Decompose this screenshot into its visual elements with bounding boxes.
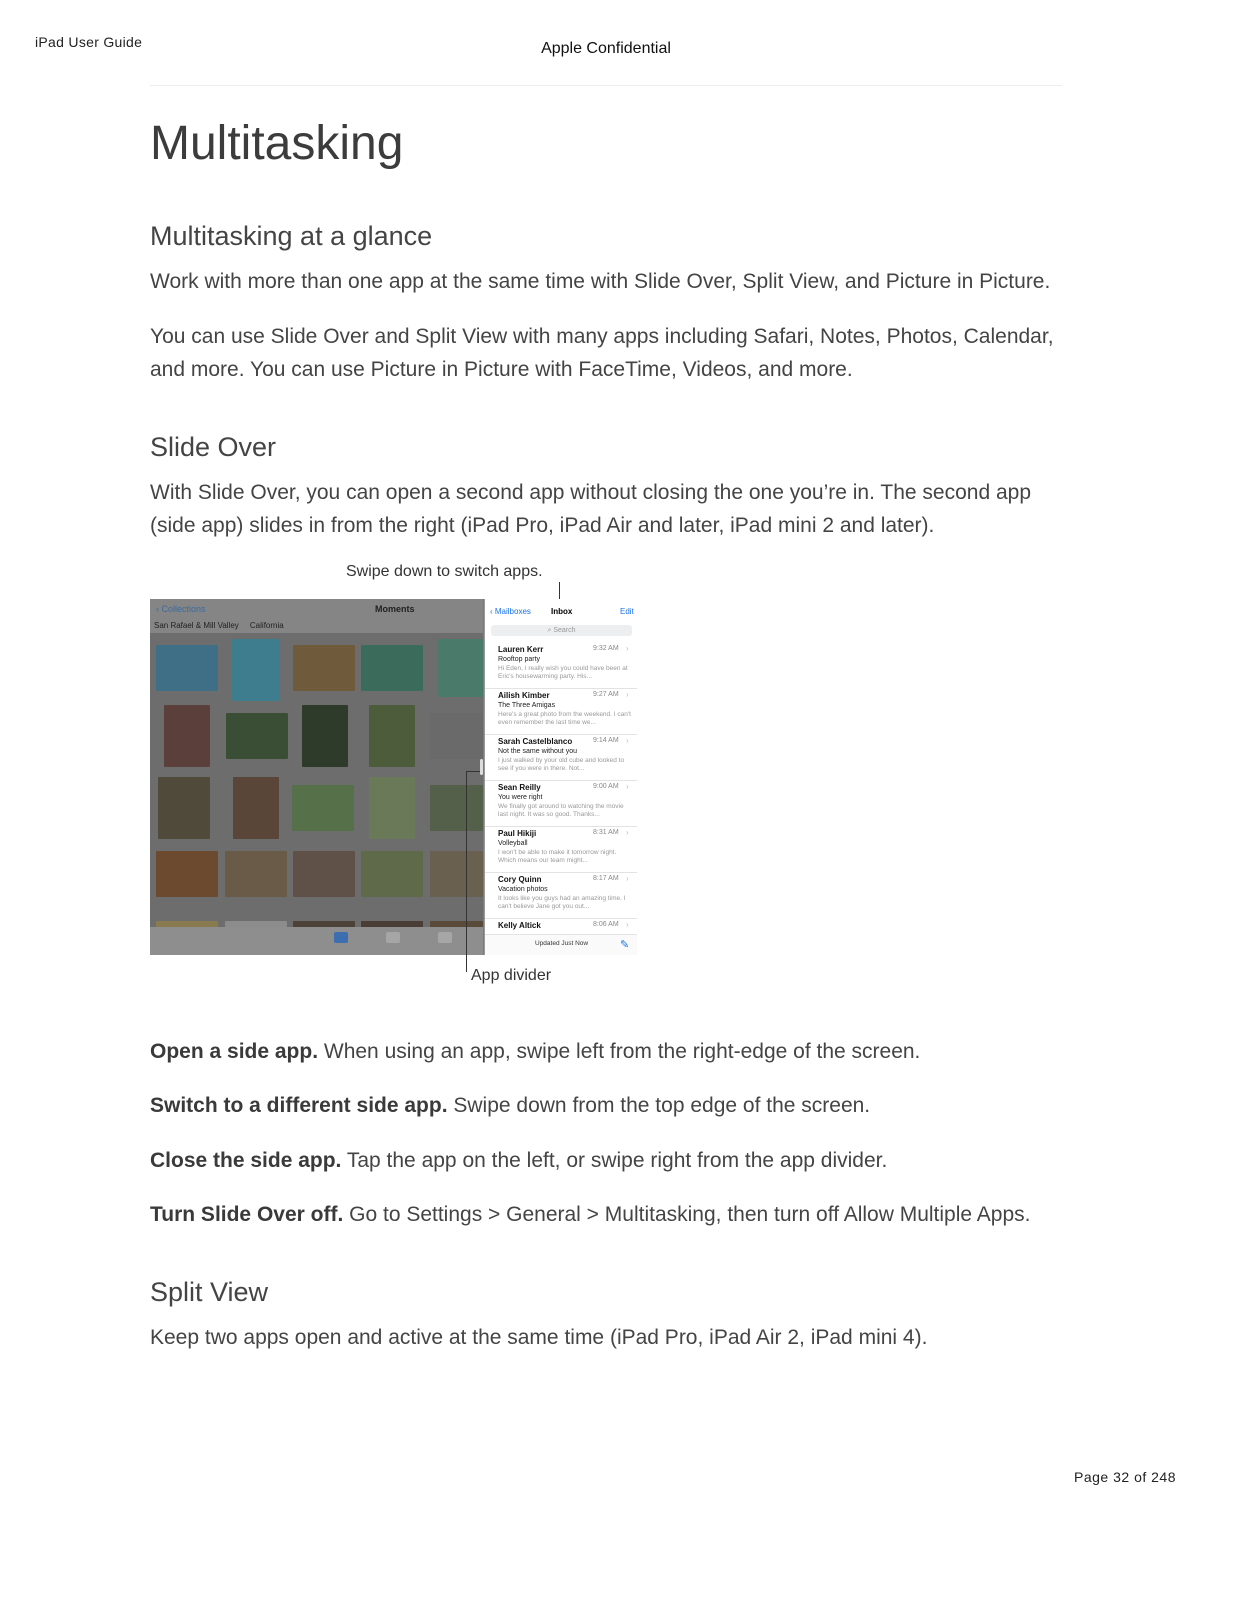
message-subject: Not the same without you xyxy=(498,747,577,755)
photo-thumbnail xyxy=(293,851,355,897)
slide-over-paragraph: With Slide Over, you can open a second app without closing the one you’re in. The second app (side app) slides in from the right (iPad Pro, iPad Air and later, iPad mini 2 and later). xyxy=(150,480,1032,537)
glance-paragraph-1: Work with more than one app at the same time with Slide Over, Split View, and Picture in Picture. xyxy=(150,270,1051,293)
callout-tick-divider xyxy=(466,771,480,772)
photos-location: San Rafael & Mill Valley California xyxy=(154,620,284,630)
chevron-right-icon: › xyxy=(626,873,629,883)
mail-list-item[interactable] xyxy=(485,873,637,919)
message-subject: You were right xyxy=(498,793,543,801)
step-open-side-app: Open a side app. When using an app, swipe left from the right-edge of the screen. xyxy=(150,1039,921,1063)
section-heading-split-view: Split View xyxy=(150,1276,269,1307)
glance-paragraph-2: You can use Slide Over and Split View with many apps including Safari, Notes, Photos, Calendar, and more. You can use Picture in Picture with FaceTime, Videos, and more. xyxy=(150,324,1054,381)
mail-list-item[interactable] xyxy=(485,781,637,827)
albums-tab-icon xyxy=(438,932,452,943)
message-time: 9:14 AM xyxy=(593,736,619,744)
chevron-right-icon: › xyxy=(626,689,629,699)
mailboxes-back-button[interactable]: ‹ Mailboxes xyxy=(490,606,531,616)
message-preview: We finally got around to watching the movie last night. It was so good. Thanks... xyxy=(498,802,624,818)
slide-over-figure xyxy=(150,563,650,993)
message-subject: Vacation photos xyxy=(498,885,548,893)
callout-app-divider: App divider xyxy=(471,966,552,984)
chevron-right-icon: › xyxy=(626,735,629,745)
message-subject: The Three Amigas xyxy=(498,701,556,709)
message-time: 8:17 AM xyxy=(593,874,619,882)
photos-title: Moments xyxy=(375,603,415,614)
photo-thumbnail xyxy=(438,639,483,697)
photo-thumbnail xyxy=(292,785,354,831)
message-preview: I just walked by your old cube and looked to see if you were in there. Not... xyxy=(498,756,625,772)
chevron-right-icon: › xyxy=(626,781,629,791)
mail-toolbar xyxy=(485,934,637,955)
photos-back-button: ‹ Collections xyxy=(156,603,206,614)
memories-tab-icon xyxy=(386,932,400,943)
photo-thumbnail xyxy=(164,705,210,767)
section-heading-slide-over: Slide Over xyxy=(150,431,277,462)
photos-app-pane xyxy=(150,599,483,955)
mail-app-pane xyxy=(484,599,637,955)
photo-thumbnail xyxy=(293,645,355,691)
message-preview: It looks like you guys had an amazing time. I can't believe Jane got you out... xyxy=(498,894,626,910)
page-title: Multitasking xyxy=(150,117,404,170)
sender-name: Ailish Kimber xyxy=(498,690,550,700)
split-view-paragraph: Keep two apps open and active at the same time (iPad Pro, iPad Air 2, iPad mini 4). xyxy=(150,1325,928,1349)
message-time: 8:31 AM xyxy=(593,828,619,836)
step-turn-off-slide-over: Turn Slide Over off. Go to Settings > General > Multitasking, then turn off Allow Multiple Apps. xyxy=(150,1203,1031,1226)
ipad-screenshot xyxy=(150,599,637,955)
photos-tab-icon xyxy=(334,932,348,943)
photo-thumbnail xyxy=(233,777,279,839)
photo-thumbnail xyxy=(369,705,415,767)
photo-thumbnail xyxy=(430,785,483,831)
sender-name: Kelly Altick xyxy=(498,920,541,930)
message-subject: Volleyball xyxy=(498,839,528,847)
mail-list-item[interactable] xyxy=(485,735,637,781)
inbox-title: Inbox xyxy=(551,606,573,616)
sender-name: Lauren Kerr xyxy=(498,644,544,654)
mail-list-item[interactable] xyxy=(485,689,637,735)
message-preview: Hi Eden, I really wish you could have been at Eric's housewarming party. His... xyxy=(498,664,628,680)
chevron-right-icon: › xyxy=(626,827,629,837)
photos-tab-bar xyxy=(150,927,483,955)
photo-thumbnail xyxy=(302,705,348,767)
photo-thumbnail xyxy=(369,777,415,839)
sender-name: Sarah Castelblanco xyxy=(498,736,573,746)
photo-thumbnail xyxy=(430,713,483,759)
message-time: 9:27 AM xyxy=(593,690,619,698)
photo-thumbnail xyxy=(361,851,423,897)
message-time: 8:06 AM xyxy=(593,920,619,928)
message-time: 9:00 AM xyxy=(593,782,619,790)
step-switch-side-app: Switch to a different side app. Swipe down from the top edge of the screen. xyxy=(150,1094,871,1117)
photos-nav-bar xyxy=(150,599,483,633)
callout-swipe-down: Swipe down to switch apps. xyxy=(346,562,543,580)
photo-thumbnail xyxy=(226,713,288,759)
photo-thumbnail xyxy=(158,777,210,839)
compose-icon[interactable]: ✎ xyxy=(620,938,630,951)
sender-name: Paul Hikiji xyxy=(498,828,537,838)
page-number: Page 32 of 248 xyxy=(1074,1469,1176,1485)
photo-thumbnail xyxy=(156,645,218,691)
chevron-right-icon: › xyxy=(626,643,629,653)
chevron-right-icon: › xyxy=(626,919,629,929)
photo-thumbnail xyxy=(361,645,423,691)
edit-button[interactable]: Edit xyxy=(620,606,634,616)
sender-name: Sean Reilly xyxy=(498,782,541,792)
message-subject: Rooftop party xyxy=(498,655,541,663)
mail-list-item[interactable] xyxy=(485,643,637,689)
photo-thumbnail xyxy=(156,851,218,897)
app-divider-handle[interactable] xyxy=(480,759,483,775)
message-time: 9:32 AM xyxy=(593,644,619,652)
photo-thumbnail xyxy=(225,851,287,897)
mail-update-status: Updated Just Now xyxy=(535,939,589,947)
mail-list-item[interactable] xyxy=(485,827,637,873)
sender-name: Cory Quinn xyxy=(498,874,542,884)
mail-list-item[interactable] xyxy=(485,919,637,933)
callout-line-divider xyxy=(466,771,467,972)
header-divider xyxy=(150,85,1062,86)
message-preview: I won't be able to make it tomorrow night. Which means our team might... xyxy=(498,848,617,864)
page-content xyxy=(150,112,1065,1354)
mail-nav-bar xyxy=(485,599,637,621)
confidential-label: Apple Confidential xyxy=(541,40,671,57)
message-preview: Here's a great photo from the weekend. I can't even remember the last time we... xyxy=(498,710,631,726)
section-heading-glance: Multitasking at a glance xyxy=(150,221,433,251)
photo-thumbnail xyxy=(430,851,483,897)
step-close-side-app: Close the side app. Tap the app on the left, or swipe right from the app divider. xyxy=(150,1148,888,1172)
running-header-title: iPad User Guide xyxy=(35,34,143,50)
mail-search-field[interactable]: ⌕ Search xyxy=(491,625,632,636)
photo-thumbnail xyxy=(232,639,280,701)
